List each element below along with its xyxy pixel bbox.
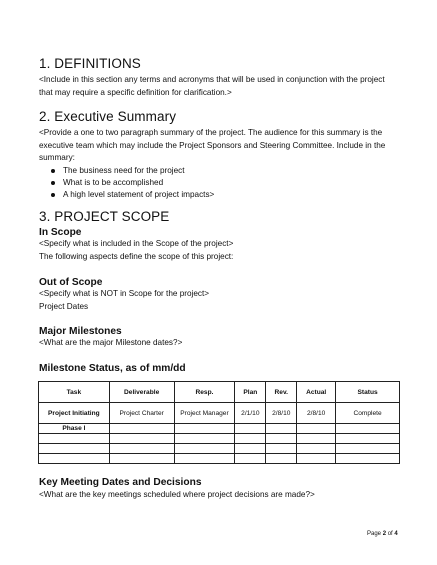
milestone-status-table bbox=[38, 381, 400, 464]
table-cell bbox=[266, 444, 297, 454]
table-cell: 2/1/10 bbox=[235, 403, 266, 424]
column-header-actual: Actual bbox=[297, 382, 336, 403]
table-cell bbox=[39, 454, 110, 464]
bullet-item: What is to be accomplished bbox=[51, 177, 399, 189]
major-milestones-heading: Major Milestones bbox=[39, 326, 122, 337]
table-cell bbox=[336, 424, 400, 434]
table-cell bbox=[297, 444, 336, 454]
of-label: of bbox=[387, 531, 393, 537]
milestone-status-heading: Milestone Status, as of mm/dd bbox=[39, 363, 186, 374]
column-header-task: Task bbox=[39, 382, 110, 403]
table-cell bbox=[174, 424, 235, 434]
executive-summary-heading: 2. Executive Summary bbox=[39, 109, 177, 124]
table-row bbox=[39, 444, 400, 454]
table-cell bbox=[266, 454, 297, 464]
table-cell bbox=[297, 424, 336, 434]
milestone-status-section bbox=[39, 363, 399, 374]
page-total: 4 bbox=[394, 531, 398, 537]
table-cell: Project Charter bbox=[109, 403, 174, 424]
definitions-body: <Include in this section any terms and acronyms that will be used in conjunction with the project that may require a specific definition for clarification.> bbox=[39, 75, 385, 97]
table-cell bbox=[235, 434, 266, 444]
out-of-scope-line-1: <Specify what is NOT in Scope for the project> bbox=[39, 289, 210, 298]
in-scope-line-1: <Specify what is included in the Scope of the project> bbox=[39, 239, 234, 248]
out-of-scope-section bbox=[39, 277, 399, 313]
table-cell bbox=[336, 434, 400, 444]
executive-summary-bullets bbox=[39, 165, 399, 202]
major-milestones-section bbox=[39, 326, 399, 350]
table-cell: Project Initiating bbox=[39, 403, 110, 424]
table-cell bbox=[266, 424, 297, 434]
bullet-item: The business need for the project bbox=[51, 165, 399, 177]
table-cell bbox=[39, 434, 110, 444]
table-cell bbox=[266, 434, 297, 444]
major-milestones-line-1: <What are the major Milestone dates?> bbox=[39, 338, 183, 347]
table-header-row bbox=[39, 382, 400, 403]
column-header-resp: Resp. bbox=[174, 382, 235, 403]
out-of-scope-heading: Out of Scope bbox=[39, 277, 103, 288]
project-scope-heading: 3. PROJECT SCOPE bbox=[39, 209, 170, 224]
table-cell bbox=[174, 444, 235, 454]
table-cell: Complete bbox=[336, 403, 400, 424]
out-of-scope-line-2: Project Dates bbox=[39, 301, 89, 311]
table-cell: 2/8/10 bbox=[266, 403, 297, 424]
table-row bbox=[39, 403, 400, 424]
table-cell bbox=[109, 454, 174, 464]
table-cell bbox=[109, 424, 174, 434]
table-cell bbox=[109, 434, 174, 444]
table-cell: Phase I bbox=[39, 424, 110, 434]
bullet-item: A high level statement of project impacts> bbox=[51, 189, 399, 201]
table-cell bbox=[39, 444, 110, 454]
key-meetings-heading: Key Meeting Dates and Decisions bbox=[39, 477, 202, 488]
table-cell bbox=[174, 434, 235, 444]
executive-summary-section bbox=[39, 109, 399, 202]
bullet-icon bbox=[51, 169, 55, 173]
table-cell bbox=[109, 444, 174, 454]
key-meetings-body: <What are the key meetings scheduled where project decisions are made?> bbox=[39, 490, 315, 499]
table-row bbox=[39, 424, 400, 434]
table-cell bbox=[297, 454, 336, 464]
page-number: 2 bbox=[382, 531, 387, 537]
table-cell bbox=[297, 434, 336, 444]
bullet-icon bbox=[51, 181, 55, 185]
executive-summary-body: <Provide a one to two paragraph summary of the project. The audience for this summary is the executive team which may include the Project Sponsors and Steering Committee. Include in the summary: bbox=[39, 128, 386, 162]
table-cell bbox=[174, 454, 235, 464]
in-scope-line-2: The following aspects define the scope of this project: bbox=[39, 251, 234, 261]
in-scope-heading: In Scope bbox=[39, 227, 82, 238]
table-cell bbox=[235, 444, 266, 454]
page-label: Page bbox=[367, 531, 382, 537]
column-header-rev: Rev. bbox=[266, 382, 297, 403]
definitions-heading: 1. DEFINITIONS bbox=[39, 56, 141, 71]
table-row bbox=[39, 454, 400, 464]
table-cell: Project Manager bbox=[174, 403, 235, 424]
definitions-section bbox=[39, 56, 399, 99]
page-footer bbox=[367, 531, 398, 537]
column-header-deliverable: Deliverable bbox=[109, 382, 174, 403]
table-cell bbox=[235, 424, 266, 434]
project-scope-section bbox=[39, 209, 399, 263]
column-header-status: Status bbox=[336, 382, 400, 403]
table-cell bbox=[336, 454, 400, 464]
table-cell bbox=[235, 454, 266, 464]
bullet-icon bbox=[51, 193, 55, 197]
table-cell: 2/8/10 bbox=[297, 403, 336, 424]
table-row bbox=[39, 434, 400, 444]
table-cell bbox=[336, 444, 400, 454]
column-header-plan: Plan bbox=[235, 382, 266, 403]
key-meetings-section bbox=[39, 477, 414, 502]
